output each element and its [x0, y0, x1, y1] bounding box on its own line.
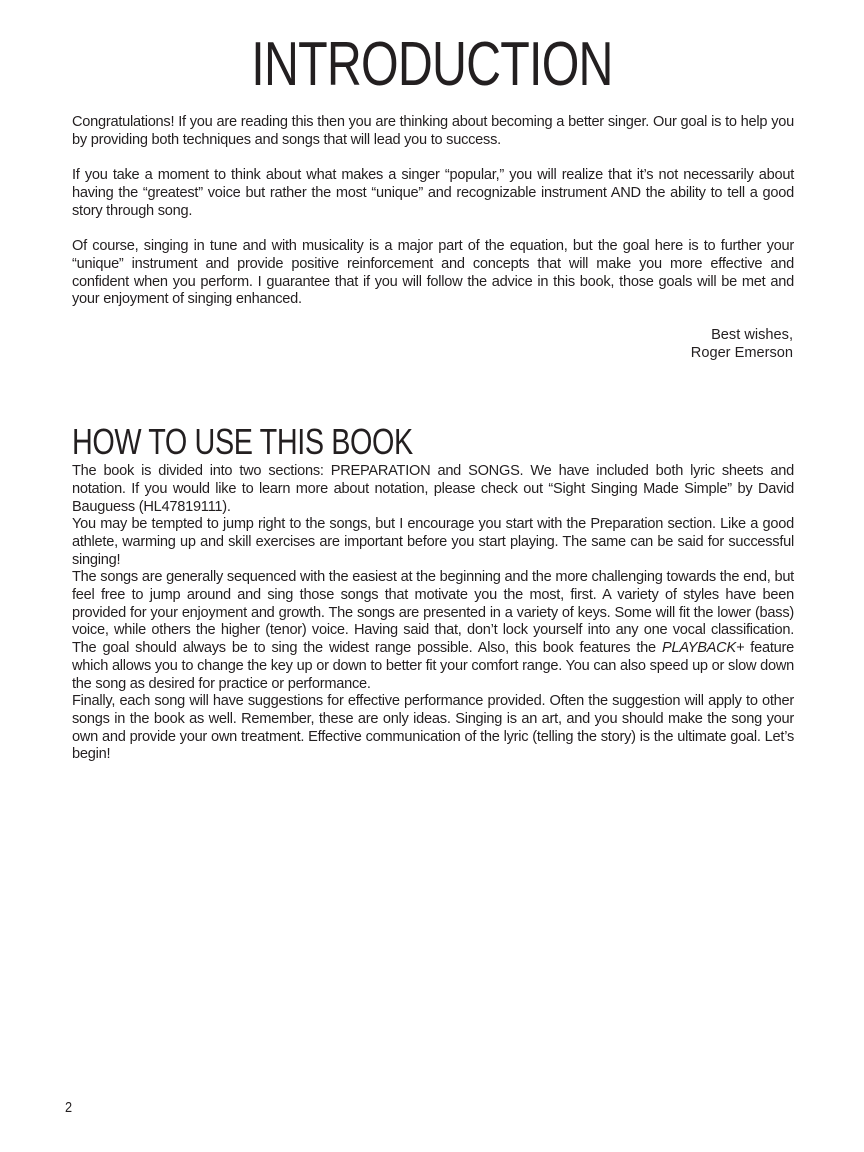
page-title: INTRODUCTION	[251, 30, 613, 99]
how-to-paragraph-3-part-1: The songs are generally sequenced with the easiest at the beginning and the more challenging towards the end, but feel free to jump around and sing those songs that motivate you the most, first. A variety of styles have been provided for your enjoyment and growth. The songs are presented in a variety of keys. Some will fit the lower (bass) voice, while others the higher (tenor) voice. Having said that, don’t lock yourself into any one vocal classification. The goal should always be to sing the widest range possible. Also, this book features the	[72, 569, 794, 657]
how-to-paragraph-3-part-2: feature which allows you to change the key up or down to better fit your comfort range. You can also speed up or slow down the song as desired for practice or performance.	[72, 640, 794, 692]
section-heading-how-to-use: HOW TO USE THIS BOOK	[72, 421, 413, 462]
signoff-author: Roger Emerson	[690, 345, 793, 361]
how-to-paragraph-4-text: Finally, each song will have suggestions for effective performance provided. Often the suggestion will apply to other songs in the book as well. Remember, these are only ideas. Singing is an art, and you should make the song your own and provide your own treatment. Effective communication of the lyric (telling the story) is the ultimate goal. Let’s begin!	[72, 693, 794, 763]
how-to-paragraph-4	[72, 693, 794, 764]
page-number: 2	[65, 1099, 73, 1116]
playback-plus-feature-name: PLAYBACK+	[661, 640, 745, 657]
intro-paragraph-3-text: Of course, singing in tune and with musicality is a major part of the equation, but the goal here is to further your “unique” instrument and provide positive reinforcement and concepts that will make you more effective and confident when you perform. I guarantee that if you will follow the advice in this book, those goals will be met and your enjoyment of singing enhanced.	[72, 238, 794, 308]
intro-paragraph-2-text: If you take a moment to think about what makes a singer “popular,” you will realize that it’s not necessarily about having the “greatest” voice but rather the most “unique” and recognizable instrument AND the ability to tell a good story through song.	[72, 167, 794, 219]
how-to-paragraph-2	[72, 516, 794, 569]
how-to-paragraph-3	[72, 569, 794, 694]
intro-paragraph-1	[72, 114, 794, 150]
how-to-paragraph-1-text: The book is divided into two sections: PREPARATION and SONGS. We have included both lyric sheets and notation. If you would like to learn more about notation, please check out “Sight Singing Made Simple” by David Bauguess (HL47819111).	[72, 463, 794, 515]
how-to-paragraph-1	[72, 463, 794, 516]
how-to-paragraph-3-text	[72, 569, 794, 694]
intro-paragraph-3	[72, 238, 794, 309]
intro-paragraph-1-text: Congratulations! If you are reading this then you are thinking about becoming a better singer. Our goal is to help you by providing both techniques and songs that will lead you to success.	[72, 114, 794, 148]
signoff	[691, 326, 793, 362]
signoff-greeting: Best wishes,	[711, 327, 793, 343]
intro-paragraph-2	[72, 167, 794, 220]
how-to-paragraph-2-text: You may be tempted to jump right to the songs, but I encourage you start with the Preparation section. Like a good athlete, warming up and skill exercises are important before you start playing. The same can be said for successful singing!	[72, 516, 794, 568]
